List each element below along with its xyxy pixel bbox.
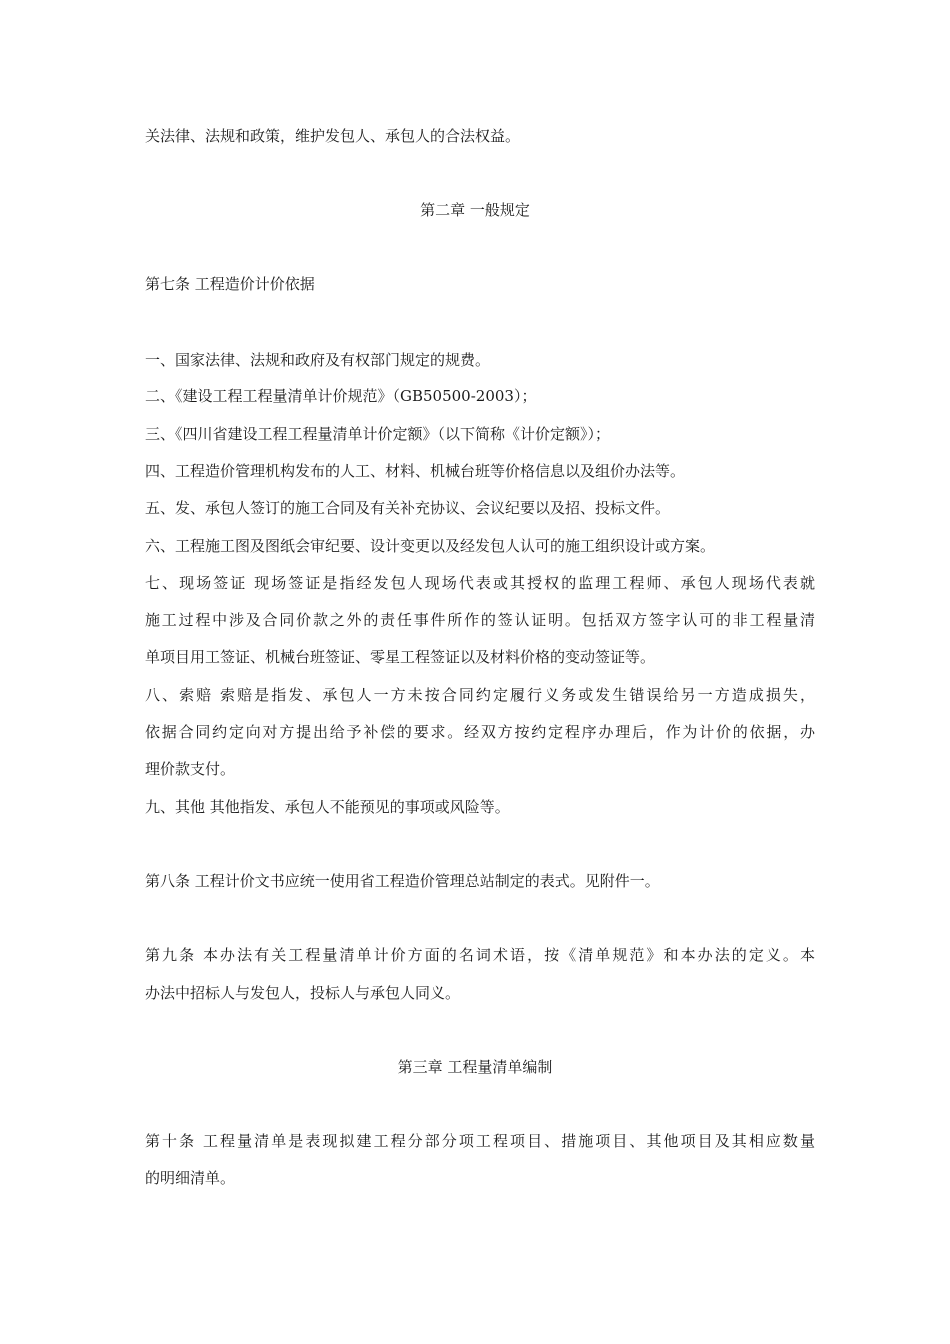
article-7-item-7-line-2: 施工过程中涉及合同价款之外的责任事件所作的签认证明。包括双方签字认可的非工程量清: [145, 611, 815, 629]
article-7-item-8-line-3: 理价款支付。: [145, 760, 236, 778]
article-7-item-6: 六、工程施工图及图纸会审纪要、设计变更以及经发包人认可的施工组织设计或方案。: [145, 537, 716, 555]
article-7-item-3: 三、《四川省建设工程工程量清单计价定额》（以下简称《计价定额》）；: [145, 425, 611, 443]
article-10-line-1: 第十条 工程量清单是表现拟建工程分部分项工程项目、措施项目、其他项目及其相应数量: [145, 1132, 815, 1150]
article-7-item-2: 二、《建设工程工程量清单计价规范》（GB50500-2003）；: [145, 387, 537, 405]
article-7-item-5: 五、发、承包人签订的施工合同及有关补充协议、会议纪要以及招、投标文件。: [145, 499, 671, 517]
article-7-item-7-line-3: 单项目用工签证、机械台班签证、零星工程签证以及材料价格的变动签证等。: [145, 648, 656, 666]
article-7-item-8-line-2: 依据合同约定向对方提出给予补偿的要求。经双方按约定程序办理后，作为计价的依据，办: [145, 723, 815, 741]
chapter-2-title: 第二章 一般规定: [420, 201, 530, 219]
article-7-item-7-line-1: 七、现场签证 现场签证是指经发包人现场代表或其授权的监理工程师、承包人现场代表就: [145, 574, 815, 592]
article-7-item-9: 九、其他 其他指发、承包人不能预见的事项或风险等。: [145, 798, 510, 816]
article-7-item-8-line-1: 八、索赔 索赔是指发、承包人一方未按合同约定履行义务或发生错误给另一方造成损失，: [145, 686, 815, 704]
article-10-line-2: 的明细清单。: [145, 1169, 236, 1187]
article-7-heading: 第七条 工程造价计价依据: [145, 275, 315, 293]
article-7-item-1: 一、国家法律、法规和政府及有权部门规定的规费。: [145, 351, 491, 369]
article-9-line-2: 办法中招标人与发包人，投标人与承包人同义。: [145, 984, 461, 1002]
article-9-line-1: 第九条 本办法有关工程量清单计价方面的名词术语，按《清单规范》和本办法的定义。本: [145, 946, 815, 964]
article-7-item-4: 四、工程造价管理机构发布的人工、材料、机械台班等价格信息以及组价办法等。: [145, 462, 686, 480]
chapter-3-title: 第三章 工程量清单编制: [397, 1058, 553, 1076]
intro-line: 关法律、法规和政策，维护发包人、承包人的合法权益。: [145, 127, 521, 145]
article-8-line-1: 第八条 工程计价文书应统一使用省工程造价管理总站制定的表式。见附件一。: [145, 872, 660, 890]
